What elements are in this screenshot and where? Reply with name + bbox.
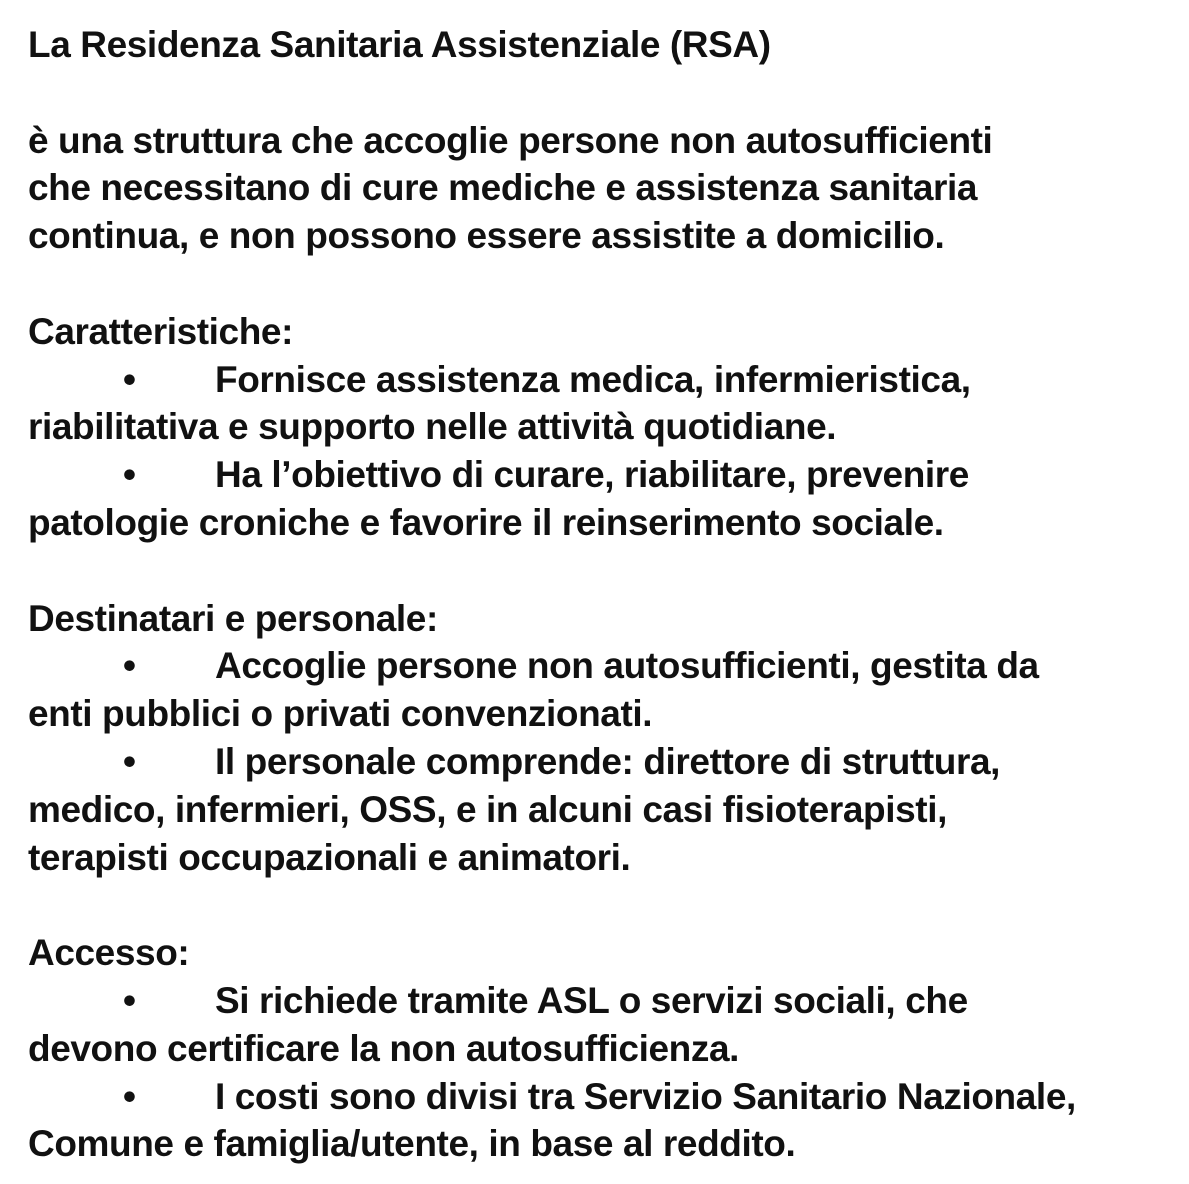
- list-item-continuation: terapisti occupazionali e animatori.: [28, 836, 631, 878]
- spacer: [28, 260, 1178, 308]
- spacer: [28, 881, 1178, 929]
- intro-line: continua, e non possono essere assistite a domicilio.: [28, 215, 945, 257]
- spacer: [28, 69, 1178, 117]
- intro-line: che necessitano di cure mediche e assistenza sanitaria: [28, 167, 978, 209]
- list-item: [28, 451, 1178, 499]
- document-title: La Residenza Sanitaria Assistenziale (RSA): [28, 24, 771, 65]
- bullet-icon: •: [123, 454, 136, 496]
- list-item: [28, 356, 1178, 404]
- list-item-text: Accoglie persone non autosufficienti, gestita da: [215, 645, 1039, 687]
- list-item-text: Si richiede tramite ASL o servizi sociali, che: [215, 979, 968, 1021]
- list-item: [28, 1073, 1178, 1121]
- list-item: [28, 642, 1178, 690]
- list-item-continuation: devono certificare la non autosufficienza.: [28, 1027, 740, 1069]
- list-item-text: Il personale comprende: direttore di struttura,: [215, 740, 1001, 782]
- list-item-continuation: medico, infermieri, OSS, e in alcuni casi fisioterapisti,: [28, 788, 947, 830]
- bullet-icon: •: [123, 979, 136, 1021]
- spacer: [28, 547, 1178, 595]
- section-heading-caratteristiche: Caratteristiche:: [28, 310, 294, 352]
- list-item-text: Fornisce assistenza medica, infermieristica,: [215, 358, 971, 400]
- list-item-text: I costi sono divisi tra Servizio Sanitario Nazionale,: [215, 1075, 1076, 1117]
- bullet-icon: •: [123, 1075, 136, 1117]
- intro-line: è una struttura che accoglie persone non autosufficienti: [28, 119, 993, 161]
- list-item-continuation: enti pubblici o privati convenzionati.: [28, 693, 653, 735]
- bullet-icon: •: [123, 645, 136, 687]
- list-item-text: Ha l’obiettivo di curare, riabilitare, prevenire: [215, 454, 969, 496]
- document-body: [28, 21, 1178, 1168]
- list-item: [28, 738, 1178, 786]
- list-item-continuation: riabilitativa e supporto nelle attività quotidiane.: [28, 406, 837, 448]
- bullet-icon: •: [123, 740, 136, 782]
- list-item: [28, 977, 1178, 1025]
- bullet-icon: •: [123, 358, 136, 400]
- section-heading-accesso: Accesso:: [28, 932, 190, 974]
- list-item-continuation: Comune e famiglia/utente, in base al reddito.: [28, 1123, 796, 1165]
- section-heading-destinatari: Destinatari e personale:: [28, 597, 438, 639]
- list-item-continuation: patologie croniche e favorire il reinserimento sociale.: [28, 501, 944, 543]
